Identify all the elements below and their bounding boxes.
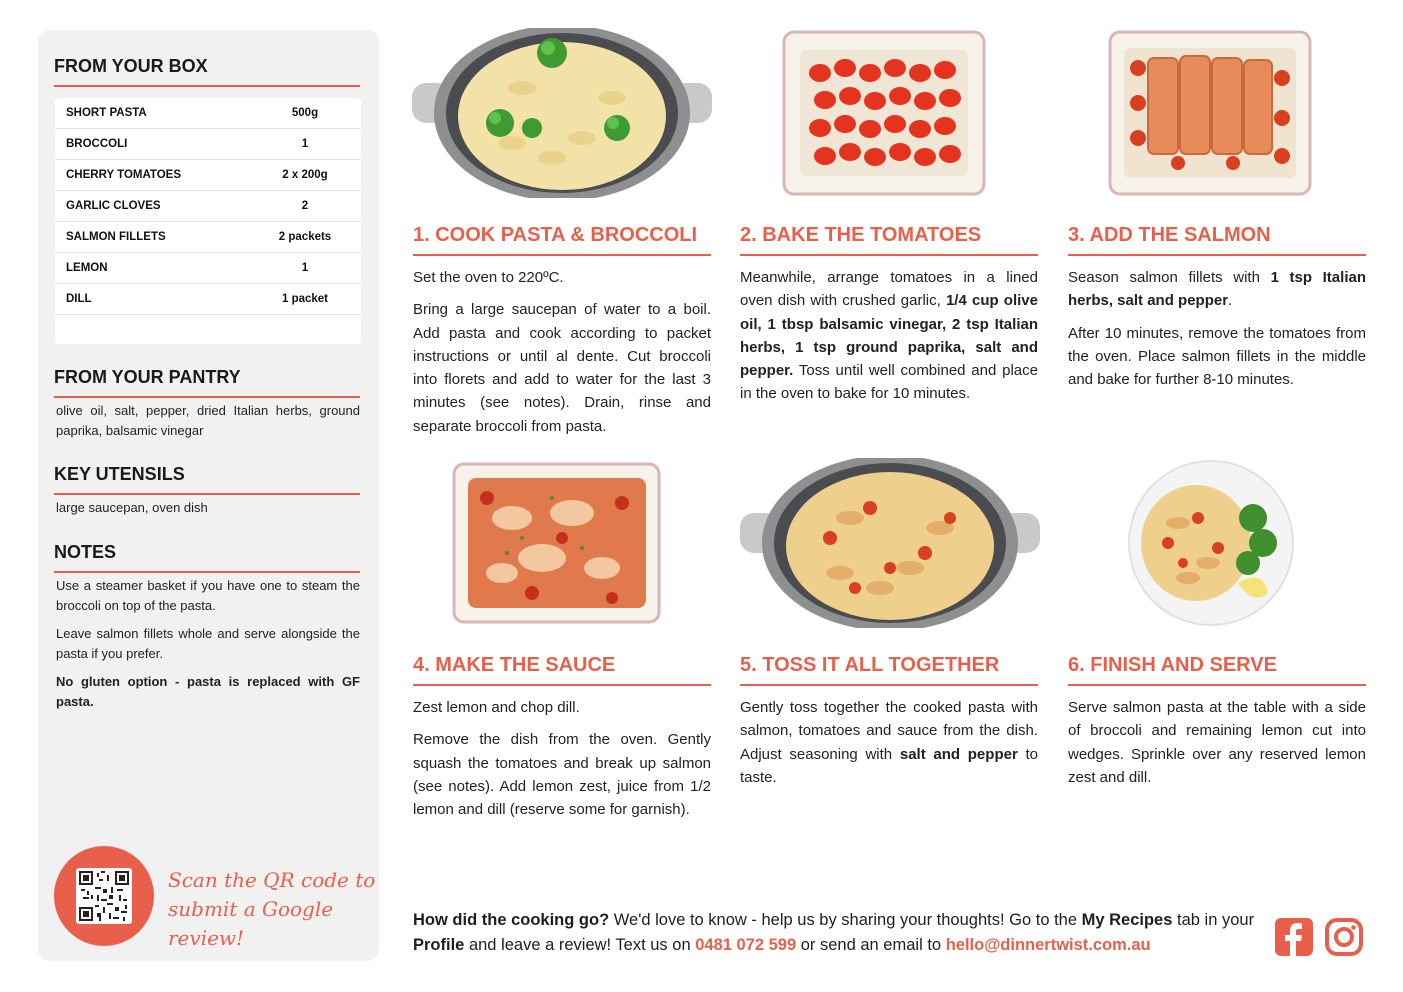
step-paragraph [740, 266, 1038, 406]
step-paragraph [740, 696, 1038, 789]
ingredient-name: SALMON FILLETS [66, 231, 166, 243]
ingredient-qty: 2 packets [278, 231, 332, 243]
text-run-bold: 1 tsp Italian herbs, salt and pepper [1068, 269, 1366, 310]
step-4-text [413, 696, 711, 830]
ingredient-qty: 1 [301, 138, 309, 150]
box-ingredients-table [55, 98, 361, 344]
step-1-text [413, 266, 711, 447]
table-row [55, 129, 361, 160]
step-paragraph: Set the oven to 220ºC. [413, 269, 564, 286]
from-your-pantry-heading: FROM YOUR PANTRY [54, 367, 360, 398]
table-row [55, 222, 361, 253]
ingredient-name: CHERRY TOMATOES [66, 169, 182, 181]
tossed-pasta-pot-photo [740, 458, 1040, 628]
step-1-title: 1. COOK PASTA & BROCCOLI [413, 224, 711, 256]
email-link[interactable]: hello@dinnertwist.com.au [945, 936, 1151, 954]
text-run-bold: 1/4 cup olive oil, 1 tbsp balsamic vinegar, 2 tsp Italian herbs, 1 tsp ground paprika, salt and pepper. [740, 292, 1038, 380]
step-paragraph: Remove the dish from the oven. Gently squash the tomatoes and break up salmon (see notes). Add lemon zest, juice from 1/2 lemon and dill (reserve some for garnish). [413, 731, 711, 819]
text-run: Meanwhile, arrange tomatoes in a lined oven dish with crushed garlic, [740, 269, 1038, 310]
table-row [55, 160, 361, 191]
text-run: . [1228, 292, 1233, 310]
ingredient-qty: 500g [291, 107, 319, 119]
step-paragraph: Zest lemon and chop dill. [413, 699, 580, 716]
table-row [55, 191, 361, 222]
ingredients-sidebar [38, 30, 379, 961]
text-run: to taste. [740, 745, 1038, 786]
qr-code-icon[interactable] [76, 868, 132, 924]
text-run: Season salmon fillets with [1068, 269, 1260, 286]
step-2-title: 2. BAKE THE TOMATOES [740, 224, 1038, 256]
footer-question: How did the cooking go? [413, 911, 610, 929]
step-3-title: 3. ADD THE SALMON [1068, 224, 1366, 256]
tomato-dish-photo [740, 28, 1040, 198]
text-run: Toss until well combined and place in the oven to bake for 10 minutes. [740, 362, 1038, 403]
step-5-text [740, 696, 1038, 798]
step-paragraph: Serve salmon pasta at the table with a side of broccoli and remaining lemon cut into wedges. Sprinkle over any reserved lemon zest and dill. [1068, 699, 1366, 786]
step-2-text [740, 266, 1038, 415]
step-6-title: 6. FINISH AND SERVE [1068, 654, 1366, 686]
footer-text: tab in your [1177, 911, 1255, 929]
from-your-box-heading: FROM YOUR BOX [54, 56, 360, 87]
step-paragraph [1068, 266, 1366, 313]
text-run: Gently toss together the cooked pasta with salmon, tomatoes and sauce from the dish. Adjust seasoning with [740, 699, 1038, 763]
footer-text: We'd love to know - help us by sharing your thoughts! Go to the [613, 911, 1078, 929]
feedback-footer [413, 908, 1273, 958]
step-3-text [1068, 266, 1366, 400]
step-6-text [1068, 696, 1366, 798]
table-row [55, 284, 361, 315]
ingredient-qty: 2 [301, 200, 309, 212]
sauce-dish-photo [412, 458, 712, 628]
step-4-title: 4. MAKE THE SAUCE [413, 654, 711, 686]
step-paragraph: After 10 minutes, remove the tomatoes from the oven. Place salmon fillets in the middle and bake for further 8-10 minutes. [1068, 324, 1366, 389]
instagram-icon[interactable] [1325, 918, 1363, 956]
table-row [55, 98, 361, 129]
footer-text: and leave a review! Text us on [468, 936, 691, 954]
facebook-icon[interactable] [1275, 918, 1313, 956]
ingredient-qty: 1 packet [281, 293, 329, 305]
ingredient-qty: 1 [301, 262, 309, 274]
profile-link[interactable]: Profile [413, 936, 465, 954]
ingredient-name: GARLIC CLOVES [66, 200, 161, 212]
served-plate-photo [1068, 458, 1368, 628]
notes-heading: NOTES [54, 542, 360, 573]
pantry-list: olive oil, salt, pepper, dried Italian herbs, ground paprika, balsamic vinegar [56, 403, 360, 438]
notes-text [56, 576, 360, 720]
qr-text-line: Scan the QR code to [168, 868, 376, 892]
ingredient-name: LEMON [66, 262, 108, 274]
key-utensils-heading: KEY UTENSILS [54, 464, 360, 495]
table-row [55, 253, 361, 284]
ingredient-name: DILL [66, 293, 92, 305]
pasta-pot-photo [412, 28, 712, 198]
qr-badge[interactable] [54, 846, 154, 946]
text-run-bold: salt and pepper [899, 745, 1018, 763]
ingredient-name: BROCCOLI [66, 138, 128, 150]
ingredient-name: SHORT PASTA [66, 107, 147, 119]
note-item: Use a steamer basket if you have one to steam the broccoli on top of the pasta. [56, 578, 360, 613]
qr-text-line: submit a Google review! [168, 897, 334, 950]
footer-text: or send an email to [800, 936, 942, 954]
salmon-dish-photo [1068, 28, 1368, 198]
utensils-list: large saucepan, oven dish [56, 500, 208, 515]
ingredient-qty: 2 x 200g [282, 169, 328, 181]
step-5-title: 5. TOSS IT ALL TOGETHER [740, 654, 1038, 686]
qr-call-to-action [168, 866, 379, 953]
note-item: Leave salmon fillets whole and serve alongside the pasta if you prefer. [56, 626, 360, 661]
my-recipes-link[interactable]: My Recipes [1081, 911, 1173, 929]
step-paragraph: Bring a large saucepan of water to a boil. Add pasta and cook according to packet instructions or until al dente. Cut broccoli into florets and add to water for the last 3 minutes (see notes). Drain, rinse and separate broccoli from pasta. [413, 301, 711, 435]
gluten-note: No gluten option - pasta is replaced with GF pasta. [56, 674, 360, 709]
phone-link[interactable]: 0481 072 599 [695, 936, 797, 954]
